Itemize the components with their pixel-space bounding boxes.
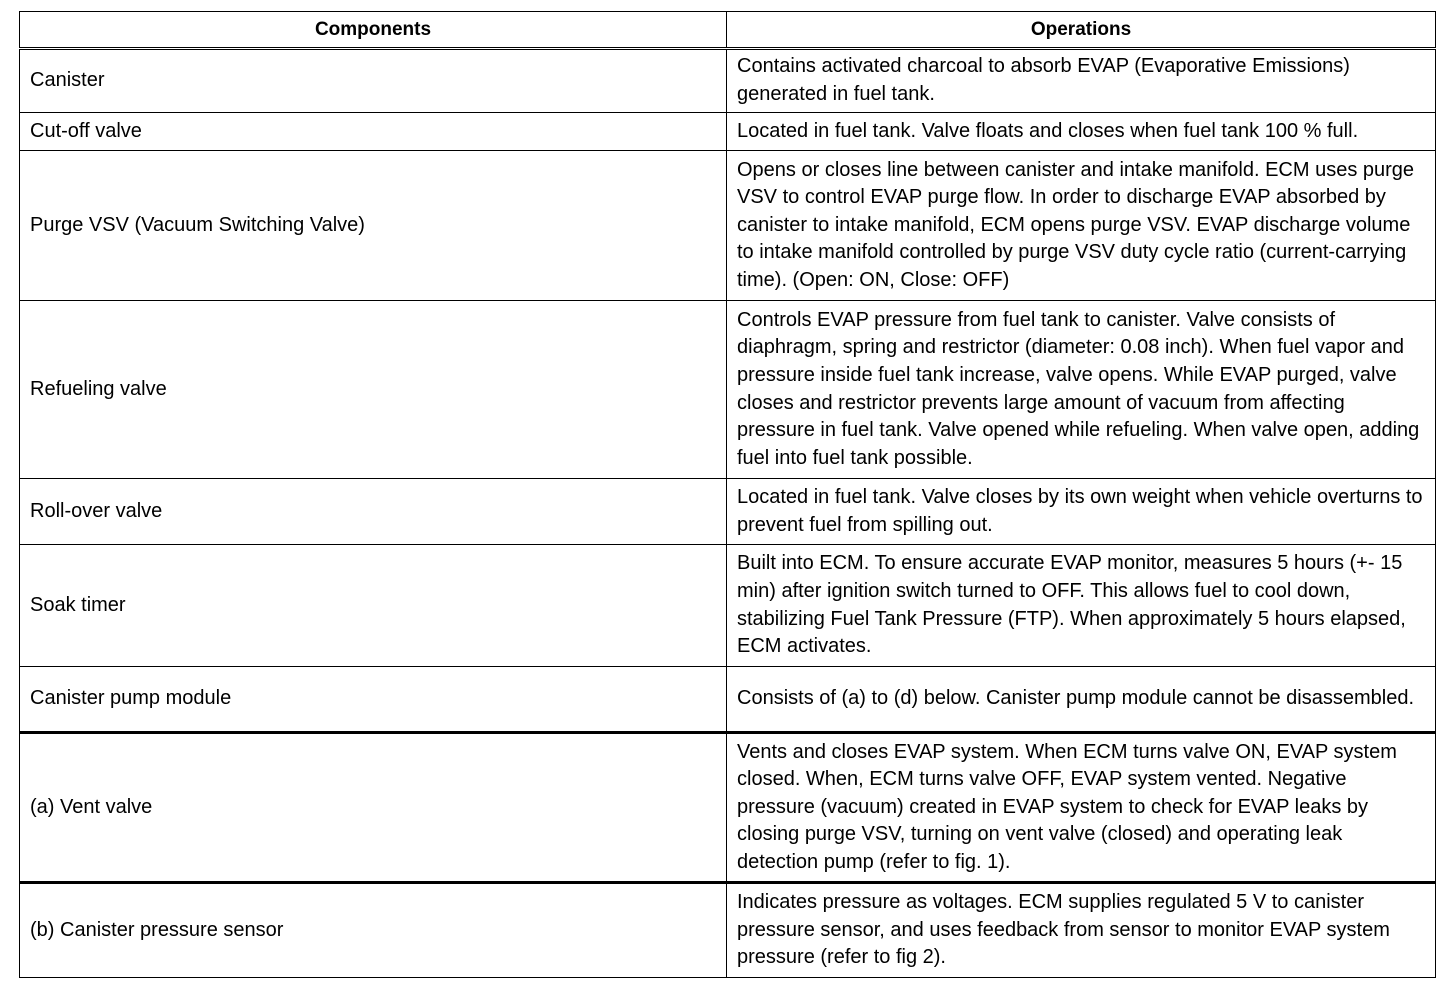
component-cell: Canister pump module: [20, 667, 727, 733]
operation-cell: Built into ECM. To ensure accurate EVAP monitor, measures 5 hours (+- 15 min) after ignition switch turned to OFF. This allows fuel to cool down, stabilizing Fuel Tank Pressure (FTP). When approximately 5 hours elapsed, ECM activates.: [727, 545, 1436, 667]
table-header-row: [20, 12, 1436, 49]
component-cell: Roll-over valve: [20, 479, 727, 545]
table-row-refueling-valve: [20, 301, 1436, 479]
component-cell: Canister: [20, 49, 727, 113]
table-row-canister-pressure-sensor: [20, 883, 1436, 978]
operation-cell: Located in fuel tank. Valve floats and closes when fuel tank 100 % full.: [727, 113, 1436, 151]
components-operations-table-wrapper: [19, 11, 1435, 978]
operation-cell: Consists of (a) to (d) below. Canister pump module cannot be disassembled.: [727, 667, 1436, 733]
table-row-soak-timer: [20, 545, 1436, 667]
component-cell: (b) Canister pressure sensor: [20, 883, 727, 978]
component-cell: Purge VSV (Vacuum Switching Valve): [20, 151, 727, 301]
header-components: Components: [20, 12, 727, 49]
component-cell: Soak timer: [20, 545, 727, 667]
table-row-purge-vsv: [20, 151, 1436, 301]
table-row-canister-pump-module: [20, 667, 1436, 733]
operation-cell: Opens or closes line between canister and intake manifold. ECM uses purge VSV to control EVAP purge flow. In order to discharge EVAP absorbed by canister to intake manifold, ECM opens purge VSV. EVAP discharge volume to intake manifold controlled by purge VSV duty cycle ratio (current-carrying time). (Open: ON, Close: OFF): [727, 151, 1436, 301]
table-row-roll-over-valve: [20, 479, 1436, 545]
table-row-cut-off-valve: [20, 113, 1436, 151]
table-row-vent-valve: [20, 733, 1436, 883]
operation-cell: Vents and closes EVAP system. When ECM turns valve ON, EVAP system closed. When, ECM turns valve OFF, EVAP system vented. Negative pressure (vacuum) created in EVAP system to check for EVAP leaks by closing purge VSV, turning on vent valve (closed) and operating leak detection pump (refer to fig. 1).: [727, 733, 1436, 883]
component-cell: Refueling valve: [20, 301, 727, 479]
component-cell: (a) Vent valve: [20, 733, 727, 883]
table-row-canister: [20, 49, 1436, 113]
operation-cell: Contains activated charcoal to absorb EVAP (Evaporative Emissions) generated in fuel tank.: [727, 49, 1436, 113]
operation-cell: Indicates pressure as voltages. ECM supplies regulated 5 V to canister pressure sensor, and uses feedback from sensor to monitor EVAP system pressure (refer to fig 2).: [727, 883, 1436, 978]
operation-cell: Controls EVAP pressure from fuel tank to canister. Valve consists of diaphragm, spring and restrictor (diameter: 0.08 inch). When fuel vapor and pressure inside fuel tank increase, valve opens. While EVAP purged, valve closes and restrictor prevents large amount of vacuum from affecting pressure in fuel tank. Valve opened while refueling. When valve open, adding fuel into fuel tank possible.: [727, 301, 1436, 479]
operation-cell: Located in fuel tank. Valve closes by its own weight when vehicle overturns to prevent fuel from spilling out.: [727, 479, 1436, 545]
components-operations-table: [19, 11, 1436, 978]
component-cell: Cut-off valve: [20, 113, 727, 151]
header-operations: Operations: [727, 12, 1436, 49]
